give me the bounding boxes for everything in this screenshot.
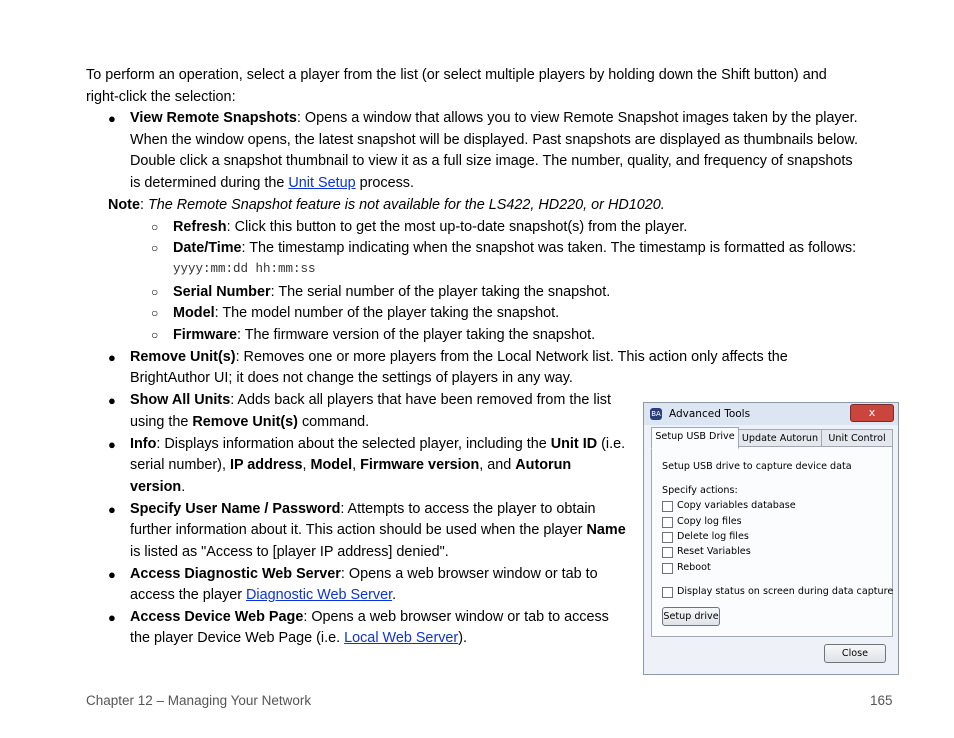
remove-units-line-2: BrightAuthor UI; it does not change the settings of players in any way. <box>130 370 573 386</box>
info-line-3 <box>130 477 185 499</box>
sub-item-model <box>173 303 559 325</box>
info-title: Info <box>130 436 157 452</box>
checkbox-label: Copy variables database <box>677 500 796 511</box>
circle-bullet: ○ <box>151 306 159 320</box>
info-text: (i.e. <box>597 436 626 452</box>
specify-user-line-3: is listed as "Access to [player IP address] denied". <box>130 544 449 560</box>
specify-user-bold: Name <box>586 522 626 538</box>
show-all-text-2c: command. <box>297 414 370 430</box>
view-snapshots-text-4a: is determined during the <box>130 175 289 191</box>
actions-label: Specify actions: <box>662 485 738 496</box>
circle-bullet: ○ <box>151 285 159 299</box>
setup-usb-panel <box>651 446 893 637</box>
timestamp-format: yyyy:mm:dd hh:mm:ss <box>173 262 316 276</box>
bullet: ● <box>108 567 116 582</box>
sub-item-text: : The firmware version of the player taking the snapshot. <box>237 327 596 343</box>
sub-item-datetime <box>173 238 856 260</box>
show-all-bold-2: Remove Unit(s) <box>192 414 298 430</box>
tab-update-autorun[interactable]: Update Autorun <box>738 429 822 448</box>
sub-item-title: Date/Time <box>173 240 242 256</box>
sub-item-text: : The timestamp indicating when the snapshot was taken. The timestamp is formatted as follows: <box>241 240 857 256</box>
note-text: The Remote Snapshot feature is not available for the LS422, HD220, or HD1020. <box>147 197 665 213</box>
info-bold: Unit ID <box>550 436 598 452</box>
diag-title: Access Diagnostic Web Server <box>130 566 341 582</box>
page-number: 165 <box>870 693 893 708</box>
info-bold: Firmware version <box>360 457 480 473</box>
show-all-line-1 <box>130 390 611 412</box>
view-snapshots-title: View Remote Snapshots <box>130 110 297 126</box>
panel-heading: Setup USB drive to capture device data <box>662 461 852 472</box>
diag-text: : Opens a web browser window or tab to <box>340 566 598 582</box>
sub-item-title: Serial Number <box>173 284 271 300</box>
checkbox-reboot[interactable] <box>662 563 673 574</box>
sub-item-text: : Click this button to get the most up-to-date snapshot(s) from the player. <box>226 219 688 235</box>
sub-item-refresh <box>173 217 687 239</box>
advanced-tools-dialog <box>643 402 899 675</box>
view-snapshots-line-2: When the window opens, the latest snapshot will be displayed. Past snapshots are displayed as thumbnails below. <box>130 132 858 148</box>
sub-item-text: : The serial number of the player taking the snapshot. <box>270 284 611 300</box>
checkbox-label: Delete log files <box>677 531 749 542</box>
show-all-title: Show All Units <box>130 392 231 408</box>
footer-chapter: Chapter 12 – Managing Your Network <box>86 693 312 708</box>
info-text: , <box>352 457 361 473</box>
info-bold: Autorun <box>515 457 572 473</box>
checkbox-label: Copy log files <box>677 516 742 527</box>
circle-bullet: ○ <box>151 241 159 255</box>
intro-line-2: right-click the selection: <box>86 89 236 105</box>
checkbox-delete-log-files[interactable] <box>662 532 673 543</box>
dialog-titlebar[interactable] <box>644 403 898 425</box>
checkbox-label: Reset Variables <box>677 546 751 557</box>
setup-drive-button[interactable]: Setup drive <box>662 607 720 626</box>
dialog-title: Advanced Tools <box>669 408 751 420</box>
remove-units-line-1 <box>130 347 788 369</box>
remove-units-text: : Removes one or more players from the Local Network list. This action only affects the <box>235 349 788 365</box>
sub-item-title: Refresh <box>173 219 227 235</box>
view-snapshots-text-4b: process. <box>355 175 414 191</box>
diag-text: . <box>392 587 397 603</box>
specify-user-line-2 <box>130 520 626 542</box>
note-label: Note <box>108 197 140 213</box>
checkbox-display-status[interactable] <box>662 587 673 598</box>
bullet: ● <box>108 393 116 408</box>
close-icon[interactable]: x <box>850 404 894 422</box>
checkbox-copy-variables[interactable] <box>662 501 673 512</box>
info-bold: version <box>130 479 182 495</box>
info-text: serial number), <box>130 457 230 473</box>
info-text: : Displays information about the selected player, including the <box>156 436 551 452</box>
sub-item-title: Model <box>173 305 215 321</box>
device-line-2 <box>130 628 467 650</box>
view-snapshots-line-3: Double click a snapshot thumbnail to view it as a full size image. The number, quality, and frequency of snapshots <box>130 153 853 169</box>
diagnostic-web-server-link[interactable]: Diagnostic Web Server <box>245 587 393 603</box>
info-text: , and <box>479 457 516 473</box>
specify-user-line-1 <box>130 499 596 521</box>
tab-setup-usb-drive[interactable]: Setup USB Drive <box>651 427 739 449</box>
device-text: the player Device Web Page (i.e. <box>130 630 345 646</box>
view-snapshots-line-4 <box>130 173 414 195</box>
info-text: . <box>181 479 186 495</box>
show-all-text: : Adds back all players that have been removed from the list <box>230 392 611 408</box>
info-line-1 <box>130 434 625 456</box>
bullet: ● <box>108 437 116 452</box>
sub-item-text: : The model number of the player taking the snapshot. <box>214 305 560 321</box>
info-bold: Model <box>310 457 353 473</box>
sub-item-serial <box>173 282 610 304</box>
device-title: Access Device Web Page <box>130 609 304 625</box>
bullet: ● <box>108 111 116 126</box>
device-text: ). <box>458 630 468 646</box>
view-snapshots-line-1 <box>130 108 858 130</box>
show-all-text-2a: using the <box>130 414 193 430</box>
local-web-server-link[interactable]: Local Web Server <box>344 630 459 646</box>
diag-line-1 <box>130 564 598 586</box>
info-text: , <box>302 457 311 473</box>
close-button[interactable]: Close <box>824 644 886 663</box>
checkbox-label: Reboot <box>677 562 711 573</box>
device-line-1 <box>130 607 609 629</box>
show-all-line-2 <box>130 412 369 434</box>
checkbox-reset-variables[interactable] <box>662 547 673 558</box>
intro-line-1: To perform an operation, select a player from the list (or select multiple players by holding down the Shift button) and <box>86 67 827 83</box>
bullet: ● <box>108 502 116 517</box>
sub-item-firmware <box>173 325 595 347</box>
unit-setup-link[interactable]: Unit Setup <box>288 175 356 191</box>
checkbox-label: Display status on screen during data capture <box>677 586 894 597</box>
note <box>108 195 665 217</box>
diag-line-2 <box>130 585 396 607</box>
info-bold: IP address <box>229 457 303 473</box>
specify-user-text: further information about it. This action should be used when the player <box>130 522 587 538</box>
tab-unit-control[interactable]: Unit Control <box>821 429 893 448</box>
device-text: : Opens a web browser window or tab to access <box>303 609 609 625</box>
circle-bullet: ○ <box>151 220 159 234</box>
remove-units-title: Remove Unit(s) <box>130 349 236 365</box>
bullet: ● <box>108 610 116 625</box>
specify-user-text: : Attempts to access the player to obtain <box>340 501 596 517</box>
diag-text: access the player <box>130 587 246 603</box>
specify-user-title: Specify User Name / Password <box>130 501 341 517</box>
circle-bullet: ○ <box>151 328 159 342</box>
checkbox-copy-log-files[interactable] <box>662 517 673 528</box>
app-icon: BA <box>651 410 661 418</box>
view-snapshots-text: : Opens a window that allows you to view Remote Snapshot images taken by the player. <box>296 110 858 126</box>
note-sep: : <box>139 197 148 213</box>
bullet: ● <box>108 350 116 365</box>
info-line-2 <box>130 455 571 477</box>
sub-item-title: Firmware <box>173 327 237 343</box>
